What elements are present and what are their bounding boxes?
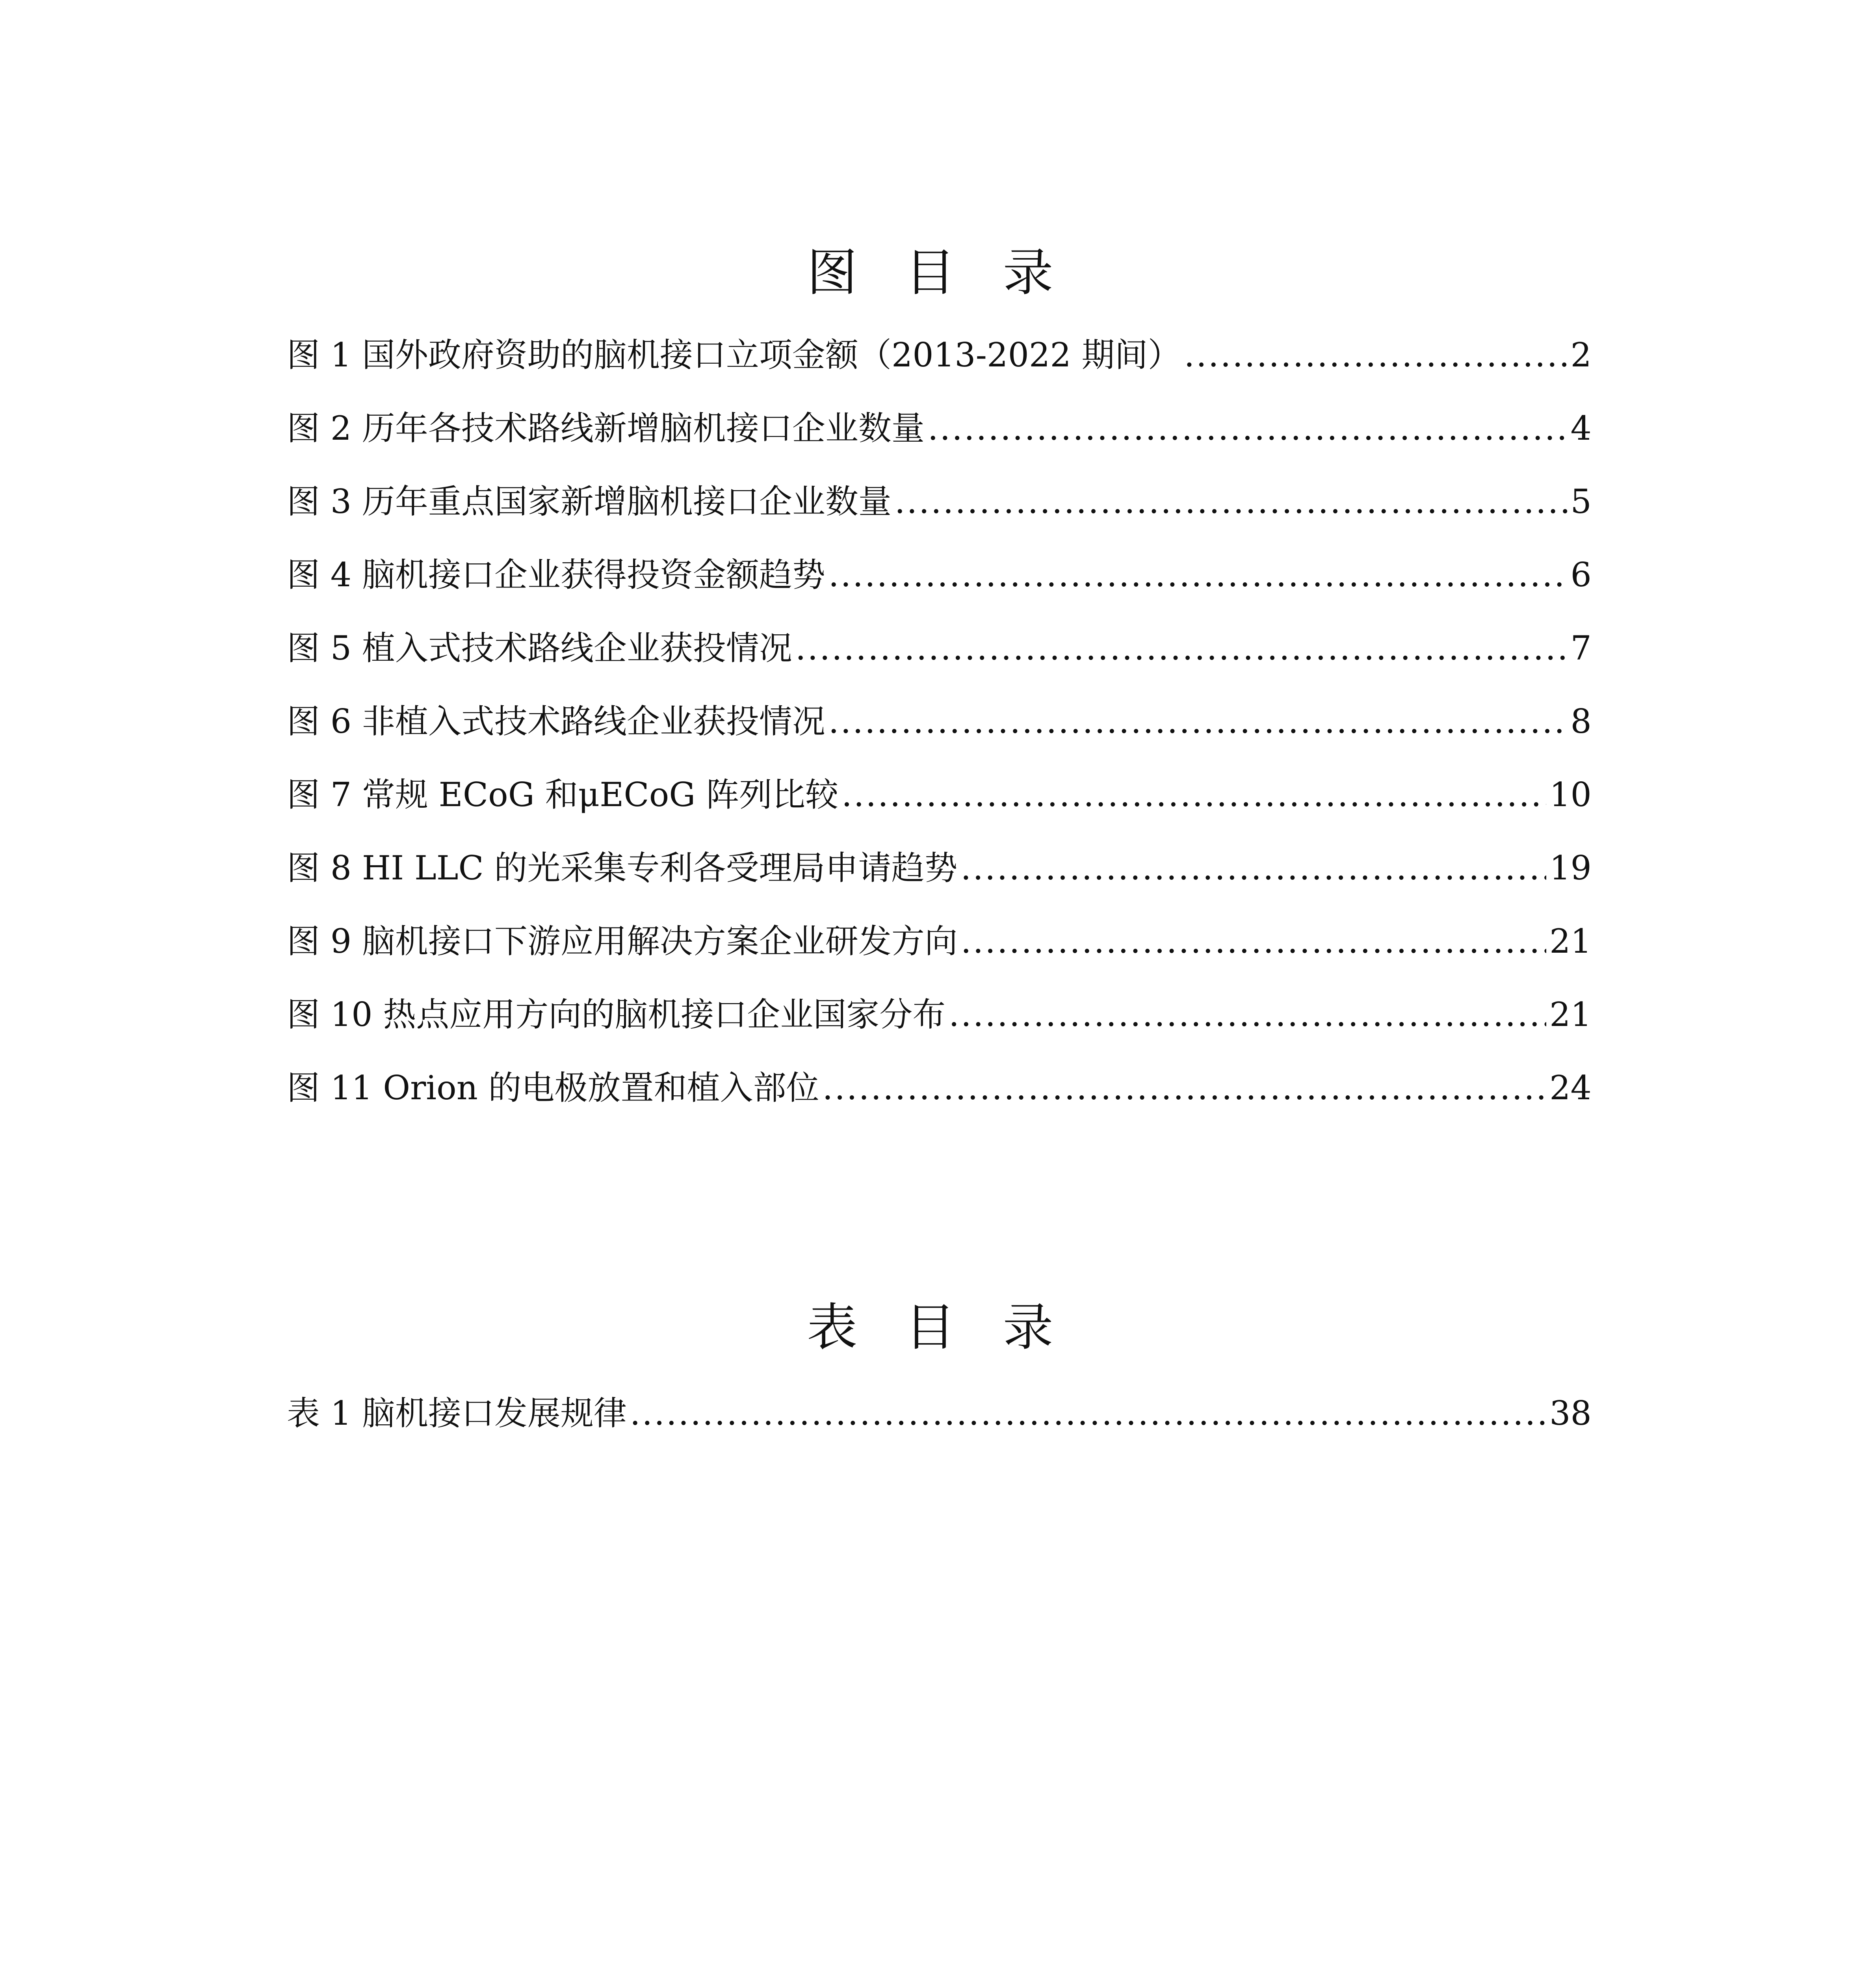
entry-page-number: 24 bbox=[1549, 1069, 1592, 1107]
entry-page-number: 10 bbox=[1549, 775, 1592, 814]
table-list-title: 表 目 录 bbox=[807, 1298, 1069, 1357]
dot-leader bbox=[841, 773, 1546, 816]
entry-page-number: 7 bbox=[1570, 629, 1592, 667]
entry-label: 表 1 脑机接口发展规律 bbox=[287, 1394, 627, 1433]
figure-entry-4[interactable] bbox=[287, 553, 1592, 626]
entry-label: 图 8 HI LLC 的光采集专利各受理局申请趋势 bbox=[287, 849, 958, 887]
dot-leader bbox=[630, 1392, 1546, 1435]
entry-page-number: 8 bbox=[1570, 702, 1592, 741]
figure-entry-2[interactable] bbox=[287, 407, 1592, 480]
entry-page-number: 21 bbox=[1549, 995, 1592, 1034]
dot-leader bbox=[928, 407, 1568, 450]
figure-entry-3[interactable] bbox=[287, 480, 1592, 553]
figure-entry-10[interactable] bbox=[287, 993, 1592, 1066]
dot-leader bbox=[1184, 333, 1567, 377]
entry-label: 图 11 Orion 的电极放置和植入部位 bbox=[287, 1069, 819, 1107]
dot-leader bbox=[961, 846, 1547, 890]
dot-leader bbox=[961, 920, 1546, 963]
entry-page-number: 4 bbox=[1570, 409, 1592, 448]
entry-label: 图 9 脑机接口下游应用解决方案企业研发方向 bbox=[287, 922, 958, 961]
figure-entry-11[interactable] bbox=[287, 1066, 1592, 1139]
figure-entry-9[interactable] bbox=[287, 920, 1592, 993]
entry-page-number: 5 bbox=[1570, 482, 1592, 521]
entry-page-number: 6 bbox=[1570, 556, 1592, 594]
entry-page-number: 38 bbox=[1549, 1394, 1592, 1433]
figure-entry-5[interactable] bbox=[287, 626, 1592, 700]
entry-page-number: 19 bbox=[1549, 849, 1592, 887]
entry-page-number: 2 bbox=[1570, 336, 1592, 374]
dot-leader bbox=[949, 993, 1546, 1036]
dot-leader bbox=[895, 480, 1568, 523]
entry-label: 图 5 植入式技术路线企业获投情况 bbox=[287, 629, 792, 667]
figure-entry-6[interactable] bbox=[287, 700, 1592, 773]
entry-label: 图 6 非植入式技术路线企业获投情况 bbox=[287, 702, 825, 741]
table-entry-1[interactable] bbox=[287, 1392, 1592, 1465]
figure-entry-1[interactable] bbox=[287, 333, 1592, 407]
entry-label: 图 2 历年各技术路线新增脑机接口企业数量 bbox=[287, 409, 925, 448]
figure-list bbox=[287, 333, 1592, 1139]
figure-entry-7[interactable] bbox=[287, 773, 1592, 846]
entry-page-number: 21 bbox=[1549, 922, 1592, 961]
dot-leader bbox=[823, 1066, 1547, 1110]
dot-leader bbox=[828, 700, 1568, 743]
dot-leader bbox=[828, 553, 1568, 597]
entry-label: 图 1 国外政府资助的脑机接口立项金额（2013-2022 期间） bbox=[287, 336, 1181, 374]
entry-label: 图 4 脑机接口企业获得投资金额趋势 bbox=[287, 556, 825, 594]
figure-entry-8[interactable] bbox=[287, 846, 1592, 920]
entry-label: 图 7 常规 ECoG 和μECoG 阵列比较 bbox=[287, 775, 839, 814]
entry-label: 图 10 热点应用方向的脑机接口企业国家分布 bbox=[287, 995, 946, 1034]
figure-list-title: 图 目 录 bbox=[807, 243, 1069, 302]
entry-label: 图 3 历年重点国家新增脑机接口企业数量 bbox=[287, 482, 892, 521]
table-list bbox=[287, 1392, 1592, 1465]
dot-leader bbox=[795, 626, 1568, 670]
